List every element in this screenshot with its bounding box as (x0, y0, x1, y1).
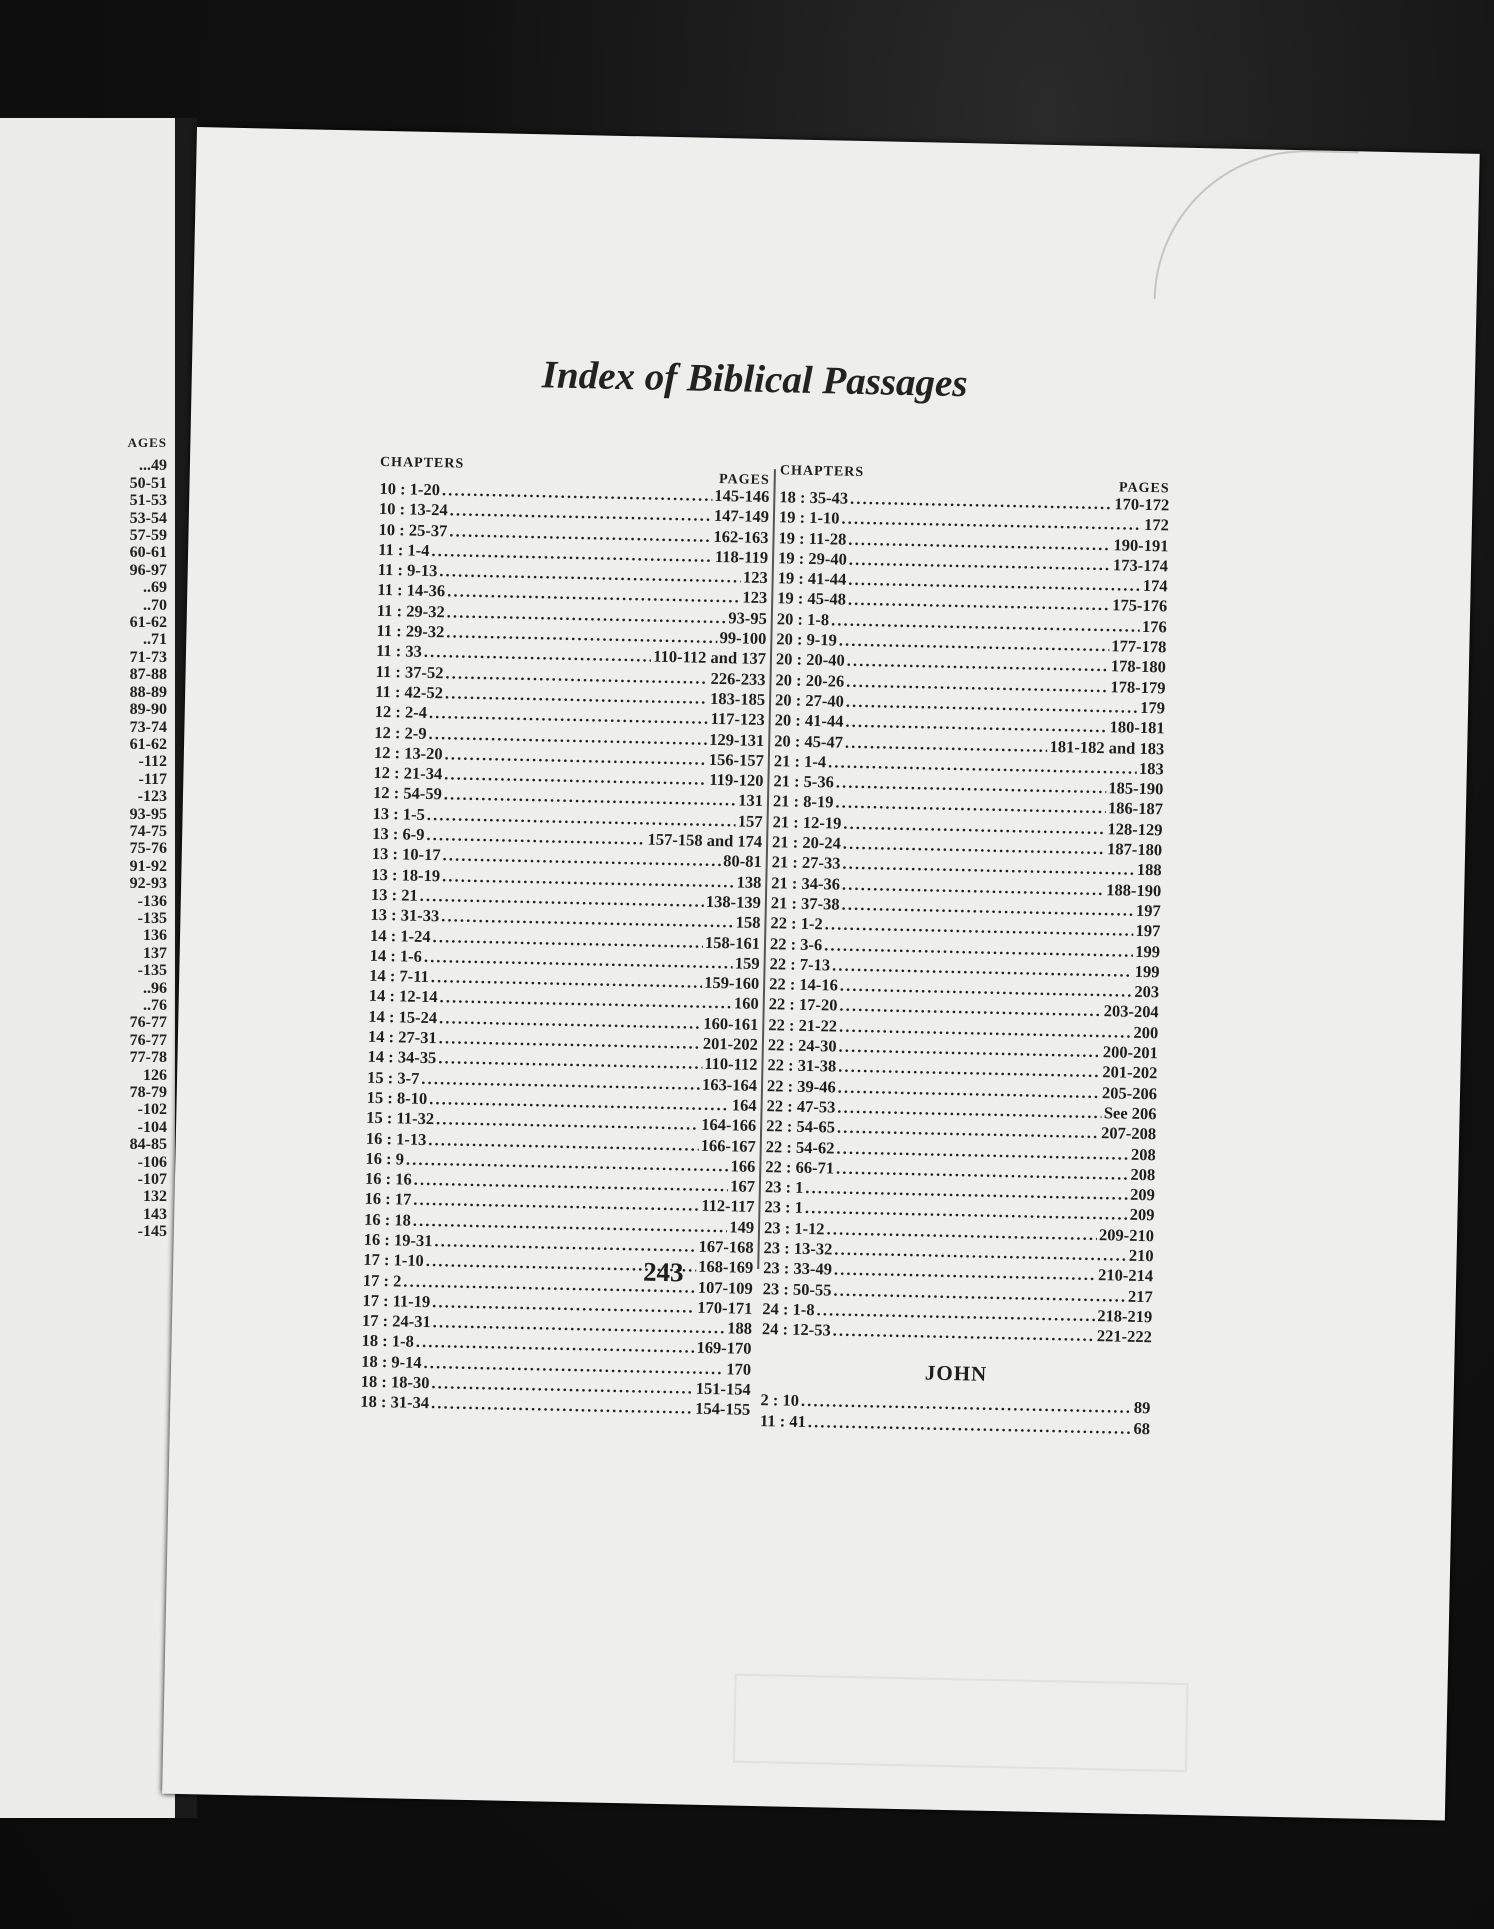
left-page-value: -136 (137, 892, 167, 910)
passage-reference: 22 : 21-22 (768, 1014, 838, 1036)
page-reference: 221-222 (1096, 1326, 1153, 1347)
left-page-value: -107 (137, 1171, 167, 1189)
left-page-value: 60-61 (129, 544, 167, 562)
page-reference: 172 (1143, 515, 1170, 535)
page-reference: 170-172 (1114, 494, 1170, 515)
page-reference: 209 (1129, 1184, 1156, 1205)
passage-reference: 23 : 13-32 (763, 1238, 833, 1259)
page-reference: 218-219 (1097, 1305, 1153, 1327)
passage-reference: 23 : 1-12 (763, 1217, 825, 1239)
passage-reference: 13 : 6-9 (372, 823, 425, 844)
passage-reference: 17 : 1-10 (363, 1250, 425, 1271)
index-column-right (760, 463, 1170, 1439)
passage-reference: 21 : 8-19 (772, 791, 834, 812)
page-reference: 199 (1135, 941, 1161, 961)
passage-reference: 10 : 25-37 (378, 519, 448, 540)
passage-reference: 14 : 12-14 (368, 986, 438, 1007)
page-reference: 80-81 (723, 851, 762, 872)
passage-reference: 19 : 41-44 (777, 568, 847, 589)
passage-reference: 19 : 1-10 (778, 507, 840, 528)
left-page-value: -117 (138, 770, 167, 788)
page-reference: 170 (726, 1359, 752, 1379)
page-reference: 89 (1133, 1398, 1151, 1418)
passage-reference: 22 : 3-6 (769, 933, 823, 954)
passage-reference: 24 : 1-8 (762, 1298, 815, 1320)
page-reference: 164-166 (701, 1114, 757, 1136)
passage-reference: 18 : 18-30 (360, 1371, 430, 1393)
passage-reference: 21 : 20-24 (771, 832, 842, 853)
passage-reference: 16 : 16 (364, 1168, 412, 1189)
page-reference: 226-233 (710, 668, 766, 689)
page-reference: 208 (1130, 1164, 1156, 1185)
passage-reference: 20 : 9-19 (776, 629, 838, 650)
page-reference: 183 (1138, 758, 1164, 779)
passage-reference: 20 : 1-8 (776, 609, 830, 630)
passage-reference: 22 : 54-62 (765, 1136, 835, 1158)
chapters-label: CHAPTERS (379, 454, 465, 472)
left-page-value: 89-90 (129, 701, 167, 719)
page-reference: See 206 (1103, 1103, 1157, 1124)
page-reference: 199 (1134, 961, 1160, 982)
left-page-value: 88-89 (129, 683, 167, 701)
faded-stamp (733, 1674, 1189, 1772)
passage-reference: 10 : 1-20 (379, 478, 441, 500)
page-reference: 181-182 and 183 (1049, 736, 1165, 758)
left-page-value: ..71 (143, 631, 167, 649)
passage-reference: 14 : 27-31 (367, 1026, 437, 1048)
passage-reference: 20 : 45-47 (774, 730, 844, 752)
passage-reference: 23 : 33-49 (763, 1258, 833, 1279)
page-reference: 178-180 (1110, 656, 1167, 677)
passage-reference: 22 : 1-2 (770, 913, 823, 934)
index-column-left (360, 455, 770, 1421)
passage-reference: 13 : 18-19 (371, 864, 441, 885)
page-reference: 138-139 (705, 891, 762, 912)
page-reference: 200 (1133, 1022, 1159, 1043)
passage-reference: 12 : 2-4 (374, 702, 428, 723)
left-page-value: 132 (143, 1188, 167, 1206)
passage-reference: 14 : 7-11 (369, 965, 430, 987)
chapters-label: CHAPTERS (779, 463, 865, 481)
page-reference: 158 (735, 912, 761, 933)
passage-reference: 22 : 17-20 (768, 994, 838, 1016)
page-reference: 160-161 (703, 1013, 759, 1034)
passage-reference: 22 : 66-71 (765, 1156, 835, 1178)
left-page-value: 126 (143, 1066, 167, 1084)
passage-reference: 22 : 14-16 (768, 974, 839, 995)
page-reference: 200-201 (1102, 1042, 1159, 1063)
passage-reference: 11 : 41 (759, 1410, 807, 1431)
left-page-value: 84-85 (129, 1136, 167, 1154)
left-page-value: 73-74 (129, 718, 167, 736)
passage-reference: 11 : 29-32 (376, 620, 445, 642)
left-page-value: 57-59 (129, 527, 167, 545)
page-reference: 151-154 (695, 1378, 751, 1399)
passage-reference: 20 : 27-40 (774, 690, 845, 711)
passage-reference: 20 : 20-40 (775, 649, 845, 671)
passage-reference: 24 : 12-53 (761, 1319, 831, 1340)
left-page-value: 74-75 (129, 822, 167, 840)
page-reference: 157 (737, 811, 763, 831)
page-reference: 123 (742, 588, 768, 608)
page-reference: 197 (1135, 921, 1161, 941)
page-reference: 123 (742, 567, 768, 588)
left-page-value: 143 (143, 1205, 167, 1223)
passage-reference: 15 : 11-32 (366, 1107, 435, 1129)
passage-reference: 11 : 42-52 (375, 681, 444, 703)
passage-reference: 17 : 2 (362, 1270, 402, 1291)
page-reference: 158-161 (704, 932, 761, 953)
passage-reference: 10 : 13-24 (378, 499, 448, 520)
passage-reference: 11 : 37-52 (375, 661, 444, 682)
passage-reference: 22 : 31-38 (767, 1055, 837, 1076)
left-page-value: -135 (137, 962, 167, 980)
left-page-value: 50-51 (129, 474, 167, 492)
page-reference: 170-171 (697, 1297, 753, 1318)
page-reference: 129-131 (709, 729, 765, 750)
page-reference: 190-191 (1113, 534, 1169, 556)
page-reference: 147-149 (713, 506, 770, 527)
page-reference: 164 (731, 1095, 757, 1115)
passage-reference: 19 : 11-28 (778, 527, 847, 549)
page-reference: 183-185 (709, 688, 766, 709)
page-reference: 179 (1140, 697, 1166, 718)
page-reference: 217 (1127, 1286, 1153, 1306)
passage-reference: 11 : 9-13 (377, 560, 438, 581)
passage-reference: 19 : 45-48 (777, 588, 847, 610)
left-page-value: 51-53 (129, 492, 167, 510)
pages-label: PAGES (1118, 480, 1170, 497)
passage-reference: 21 : 5-36 (773, 771, 835, 792)
passage-reference: 17 : 24-31 (361, 1310, 431, 1332)
page-reference: 118-119 (714, 546, 769, 567)
left-page-value: -102 (137, 1101, 167, 1119)
passage-reference: 22 : 39-46 (766, 1075, 836, 1097)
left-page-value: 96-97 (129, 561, 167, 579)
passage-reference: 18 : 1-8 (361, 1331, 415, 1352)
passage-reference: 12 : 13-20 (373, 742, 443, 764)
page-reference: 128-129 (1107, 818, 1163, 840)
left-page-value: -145 (137, 1223, 167, 1241)
passage-reference: 16 : 18 (363, 1209, 412, 1230)
page-reference: 159-160 (703, 972, 760, 994)
page-reference: 185-190 (1108, 778, 1164, 799)
left-page-value: 76-77 (129, 1031, 167, 1049)
left-page-value: 78-79 (129, 1084, 167, 1102)
passage-reference: 22 : 54-65 (766, 1116, 836, 1137)
page-reference: 167-168 (698, 1236, 754, 1257)
passage-reference: 11 : 14-36 (377, 580, 446, 601)
passage-reference: 13 : 31-33 (370, 905, 440, 926)
passage-reference: 23 : 1 (764, 1197, 804, 1218)
page-reference: 160 (733, 993, 759, 1014)
page-reference: 167 (729, 1176, 756, 1197)
page-reference: 209 (1129, 1205, 1155, 1225)
passage-reference: 21 : 37-38 (770, 893, 840, 914)
left-page-value: ..96 (143, 979, 167, 997)
page-reference: 145-146 (714, 485, 770, 507)
left-page-value: -135 (137, 909, 167, 927)
left-page-values (128, 457, 167, 1240)
passage-reference: 21 : 1-4 (773, 751, 827, 772)
left-page-value: ...49 (139, 457, 167, 475)
passage-reference: 15 : 3-7 (366, 1067, 420, 1088)
page-reference: 208 (1130, 1144, 1156, 1164)
page-reference: 68 (1133, 1418, 1151, 1439)
page-reference: 210 (1128, 1245, 1154, 1266)
passage-reference: 12 : 54-59 (372, 783, 443, 804)
left-page-value: 92-93 (129, 875, 167, 893)
passage-reference: 16 : 17 (364, 1189, 412, 1210)
passage-reference: 22 : 24-30 (767, 1035, 837, 1056)
passage-reference: 16 : 1-13 (365, 1128, 427, 1149)
column-header (779, 463, 1170, 497)
passage-reference: 21 : 34-36 (771, 872, 841, 894)
page-reference: 168-169 (698, 1257, 754, 1278)
leader-dots (832, 1321, 1095, 1347)
page-reference: 188-190 (1106, 879, 1162, 900)
left-page-value: 71-73 (129, 648, 167, 666)
index-rows-left (360, 479, 769, 1421)
page-reference: 149 (729, 1217, 755, 1237)
left-page-header: AGES (127, 435, 167, 450)
page-reference: 180-181 (1109, 717, 1165, 738)
passage-reference: 23 : 1 (764, 1177, 804, 1198)
page-reference: 188 (1136, 860, 1162, 880)
passage-reference: 11 : 33 (375, 641, 423, 662)
passage-reference: 11 : 1-4 (377, 539, 430, 560)
john-section-heading: JOHN (924, 1360, 988, 1387)
passage-reference: 16 : 9 (365, 1148, 405, 1169)
passage-reference: 22 : 47-53 (766, 1096, 836, 1117)
page-reference: 209-210 (1098, 1224, 1155, 1245)
left-page-column (128, 434, 167, 1241)
left-page-value: 76-77 (129, 1014, 167, 1032)
passage-reference: 23 : 50-55 (762, 1278, 832, 1300)
page-reference: 119-120 (709, 770, 764, 791)
page-reference: 107-109 (697, 1277, 754, 1298)
passage-reference: 17 : 11-19 (362, 1290, 431, 1312)
pages-label: PAGES (718, 472, 770, 489)
passage-reference: 13 : 21 (370, 884, 418, 905)
page-reference: 210-214 (1097, 1265, 1154, 1286)
page-reference: 197 (1135, 900, 1161, 921)
left-page-value: -123 (137, 788, 167, 806)
left-page-value: 61-62 (129, 614, 167, 632)
scratch-mark (1154, 147, 1359, 303)
page-reference: 201-202 (702, 1033, 759, 1054)
passage-reference: 14 : 15-24 (368, 1006, 438, 1027)
passage-reference: 13 : 10-17 (371, 844, 441, 865)
page-reference: 99-100 (719, 628, 767, 649)
page-reference: 159 (734, 953, 760, 973)
page-reference: 175-176 (1111, 595, 1168, 616)
page-reference: 169-170 (696, 1338, 752, 1359)
page-reference: 162-163 (713, 526, 769, 547)
passage-reference: 21 : 12-19 (772, 811, 842, 833)
index-rows-john (760, 1391, 1151, 1440)
page-title: Index of Biblical Passages (541, 353, 968, 406)
passage-reference: 13 : 1-5 (372, 803, 426, 824)
passage-reference: 19 : 29-40 (777, 548, 848, 569)
right-page (162, 127, 1480, 1821)
left-page-value: 136 (143, 927, 167, 945)
page-reference: 163-164 (701, 1074, 758, 1095)
left-page-value: ..76 (143, 997, 167, 1014)
page-reference: 110-112 (704, 1054, 758, 1075)
left-page-value: 77-78 (129, 1049, 167, 1067)
left-page-value: 93-95 (129, 805, 167, 823)
passage-reference: 18 : 9-14 (360, 1351, 422, 1372)
left-page-value: ..70 (143, 596, 167, 614)
passage-reference: 18 : 35-43 (779, 487, 849, 508)
page-reference: 188 (727, 1318, 753, 1339)
page-reference: 203 (1134, 981, 1160, 1002)
page-reference: 176 (1141, 616, 1167, 637)
page-reference: 93-95 (728, 608, 768, 628)
page-reference: 110-112 and 137 (653, 647, 767, 669)
page-reference: 186-187 (1107, 798, 1164, 819)
left-page-value: 91-92 (129, 857, 167, 875)
passage-reference: 14 : 1-6 (369, 945, 423, 966)
page-reference: 205-206 (1101, 1082, 1158, 1103)
index-rows-right (762, 487, 1170, 1347)
page-reference: 117-123 (710, 709, 765, 730)
left-page-fragment (0, 118, 175, 1818)
page-reference: 154-155 (695, 1399, 751, 1420)
passage-reference: 18 : 31-34 (360, 1392, 430, 1413)
page-reference: 203-204 (1103, 1001, 1159, 1022)
page-reference: 138 (736, 872, 762, 892)
passage-reference: 14 : 34-35 (367, 1047, 437, 1068)
page-reference: 112-117 (701, 1196, 755, 1217)
passage-reference: 20 : 20-26 (775, 669, 845, 691)
page-reference: 201-202 (1102, 1062, 1158, 1083)
passage-reference: 2 : 10 (760, 1390, 800, 1411)
page-reference: 131 (738, 790, 764, 811)
page-reference: 173-174 (1112, 555, 1169, 576)
left-page-value: -112 (138, 753, 167, 771)
page-reference: 207-208 (1100, 1123, 1157, 1144)
passage-reference: 11 : 29-32 (376, 600, 445, 622)
page-reference: 178-179 (1110, 676, 1166, 698)
page-reference: 166 (730, 1156, 756, 1176)
passage-reference: 12 : 21-34 (373, 762, 443, 784)
leader-dots (431, 1394, 694, 1420)
passage-reference: 14 : 1-24 (369, 925, 431, 946)
page-reference: 187-180 (1106, 839, 1163, 860)
passage-reference: 21 : 27-33 (771, 852, 841, 873)
left-page-value: 75-76 (129, 840, 167, 858)
left-page-value: ..69 (143, 579, 167, 597)
passage-reference: 22 : 7-13 (769, 954, 831, 975)
page-reference: 157-158 and 174 (647, 829, 763, 852)
page-reference: 177-178 (1111, 636, 1167, 657)
left-page-value: 87-88 (129, 666, 167, 684)
passage-reference: 20 : 41-44 (774, 710, 844, 731)
passage-reference: 12 : 2-9 (374, 722, 427, 743)
page-reference: 166-167 (700, 1135, 756, 1156)
passage-reference: 16 : 19-31 (363, 1229, 433, 1251)
left-page-value: 53-54 (129, 509, 167, 527)
left-page-value: -104 (137, 1118, 167, 1136)
left-page-value: 61-62 (129, 735, 167, 753)
left-page-value: -106 (137, 1153, 167, 1171)
page-number: 243 (642, 1256, 684, 1288)
passage-reference: 15 : 8-10 (366, 1087, 428, 1108)
page-reference: 174 (1142, 576, 1168, 596)
page-reference: 156-157 (708, 749, 765, 770)
left-page-value: 137 (143, 944, 167, 962)
